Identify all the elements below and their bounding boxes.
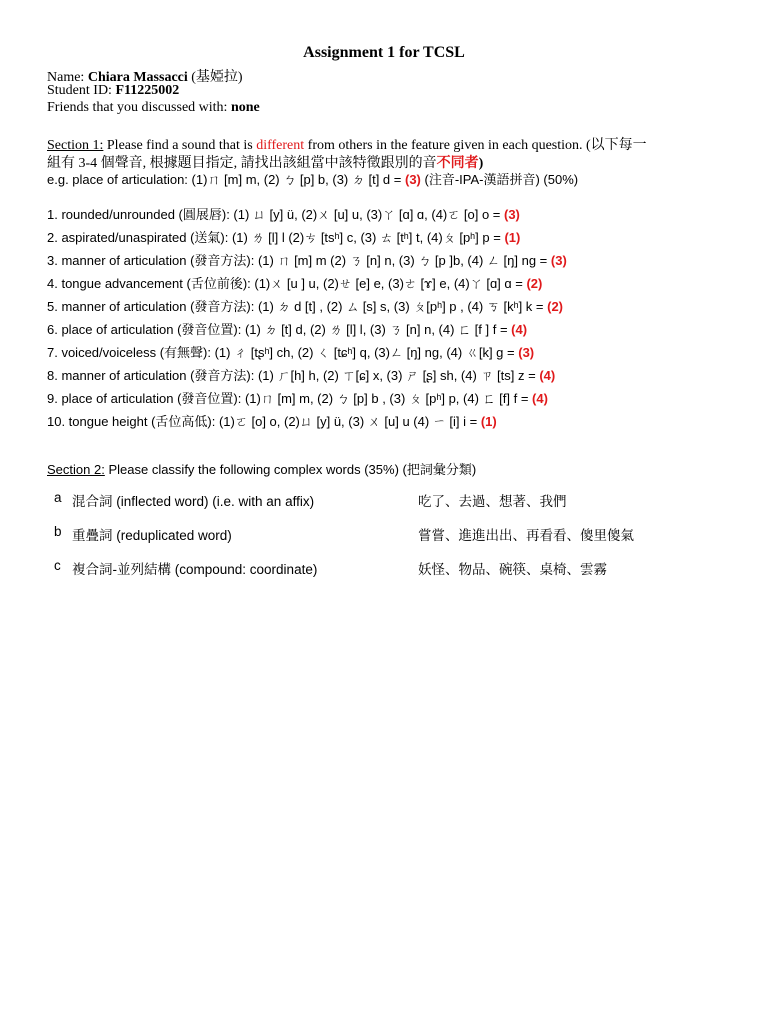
question-1 (47, 204, 520, 223)
example-text: e.g. place of articulation: (1)ㄇ [m] m, (2) ㄅ [p] b, (3) ㄉ [t] d = (47, 172, 405, 187)
question-7 (47, 342, 534, 361)
question-answer: (3) (518, 345, 535, 360)
student-id-label: Student ID: (47, 83, 112, 98)
question-4 (47, 273, 542, 292)
row-category: 混合詞 (inflected word) (i.e. with an affix) (72, 494, 315, 509)
question-text: 9. place of articulation (發音位置): (1)ㄇ [m] m, (2) ㄅ [p] b , (3) ㄆ [pʰ] p, (4) ㄈ [f] f = (47, 391, 533, 406)
question-text: 4. tongue advancement (舌位前後): (1)ㄨ [u ] u, (2)ㄝ [e] e, (3)ㄜ [ɤ] e, (4)ㄚ [ɑ] ɑ = (47, 276, 527, 291)
student-id-line (47, 83, 179, 99)
section1-instr-line2-b: ) (478, 156, 484, 171)
question-answer: (2) (526, 276, 543, 291)
section2-instructions (47, 459, 476, 478)
row-category: 重疊詞 (reduplicated word) (72, 528, 232, 543)
row-category: 複合詞-並列結構 (compound: coordinate) (72, 562, 318, 577)
question-answer: (4) (539, 368, 556, 383)
friends-line (47, 100, 260, 116)
question-answer: (3) (504, 207, 520, 222)
question-3 (47, 250, 567, 269)
name-value: Chiara Massacci (87, 70, 188, 85)
section2-label: Section 2: (47, 462, 105, 477)
section2-instr: Please classify the following complex words (35%) (把詞彙分類) (108, 462, 477, 477)
row-words: 妖怪、物品、碗筷、桌椅、雲霧 (418, 562, 607, 577)
student-id-value: F11225002 (115, 83, 180, 98)
question-9 (47, 388, 548, 407)
section1-instr-a: Please find a sound that is (106, 138, 253, 153)
question-text: 6. place of articulation (發音位置): (1) ㄉ [t] d, (2) ㄌ [l] l, (3) ㄋ [n] n, (4) ㄈ [f ] f = (47, 322, 512, 337)
name-label: Name: (47, 70, 85, 85)
question-2 (47, 227, 520, 246)
section1-instr-different: different (256, 138, 305, 153)
question-text: 7. voiced/voiceless (有無聲): (1) ㄔ [tʂʰ] ch, (2) ㄑ [tɕʰ] q, (3)ㄥ [ŋ] ng, (4) ㄍ[k] g = (47, 345, 519, 360)
question-6 (47, 319, 527, 338)
question-text: 3. manner of articulation (發音方法): (1) ㄇ [m] m (2) ㄋ [n] n, (3) ㄅ [p ]b, (4) ㄥ [ŋ] ng = (47, 253, 551, 268)
question-5 (47, 296, 563, 315)
question-answer: (1) (504, 230, 521, 245)
question-answer: (3) (550, 253, 567, 268)
question-text: 10. tongue height (舌位高低): (1)ㄛ [o] o, (2)ㄩ [y] ü, (3) ㄨ [u] u (4) ㄧ [i] i = (47, 414, 481, 429)
name-cjk: (基婭拉) (191, 70, 243, 85)
question-text: 8. manner of articulation (發音方法): (1) ㄏ[h] h, (2) ㄒ[ɕ] x, (3) ㄕ [ʂ] sh, (4) ㄗ [ts] z = (47, 368, 540, 383)
section1-instr-line2-red: 不同者 (436, 156, 479, 171)
example-answer: (3) (404, 172, 421, 187)
section1-instr-b: from others in the feature given in each question. (以下每一 (307, 138, 647, 153)
question-answer: (2) (547, 299, 564, 314)
row-letter: c (54, 558, 61, 573)
row-letter: b (54, 524, 62, 539)
question-answer: (4) (532, 391, 548, 406)
question-answer: (1) (480, 414, 497, 429)
section1-instr-line2-a: 組有 3-4 個聲音, 根據題目指定, 請找出該組當中該特徵跟別的音 (47, 156, 437, 171)
question-text: 1. rounded/unrounded (圓展唇): (1) ㄩ [y] ü, (2)ㄨ [u] u, (3)ㄚ [ɑ] ɑ, (4)ㄛ [o] o = (47, 207, 504, 222)
question-text: 5. manner of articulation (發音方法): (1) ㄉ d [t] , (2) ㄙ [s] s, (3) ㄆ[pʰ] p , (4) ㄎ [kʰ] k = (47, 299, 548, 314)
question-10 (47, 411, 497, 430)
section1-example (47, 169, 578, 188)
friends-label: Friends that you discussed with: (47, 100, 228, 115)
row-words: 嘗嘗、進進出出、再看看、傻里傻氣 (418, 528, 634, 543)
row-letter: a (54, 490, 62, 505)
question-text: 2. aspirated/unaspirated (送氣): (1) ㄌ [l] l (2)ㄘ [tsʰ] c, (3) ㄊ [tʰ] t, (4)ㄆ [pʰ] p = (47, 230, 505, 245)
section1-label: Section 1: (47, 138, 104, 153)
question-8 (47, 365, 555, 384)
friends-value: none (230, 100, 260, 115)
section1-instructions (47, 134, 647, 154)
question-answer: (4) (511, 322, 528, 337)
example-text-end: (注音-IPA-漢語拼音) (50%) (420, 172, 579, 187)
row-words: 吃了、去過、想著、我們 (418, 494, 567, 509)
page-title: Assignment 1 for TCSL (303, 44, 465, 61)
